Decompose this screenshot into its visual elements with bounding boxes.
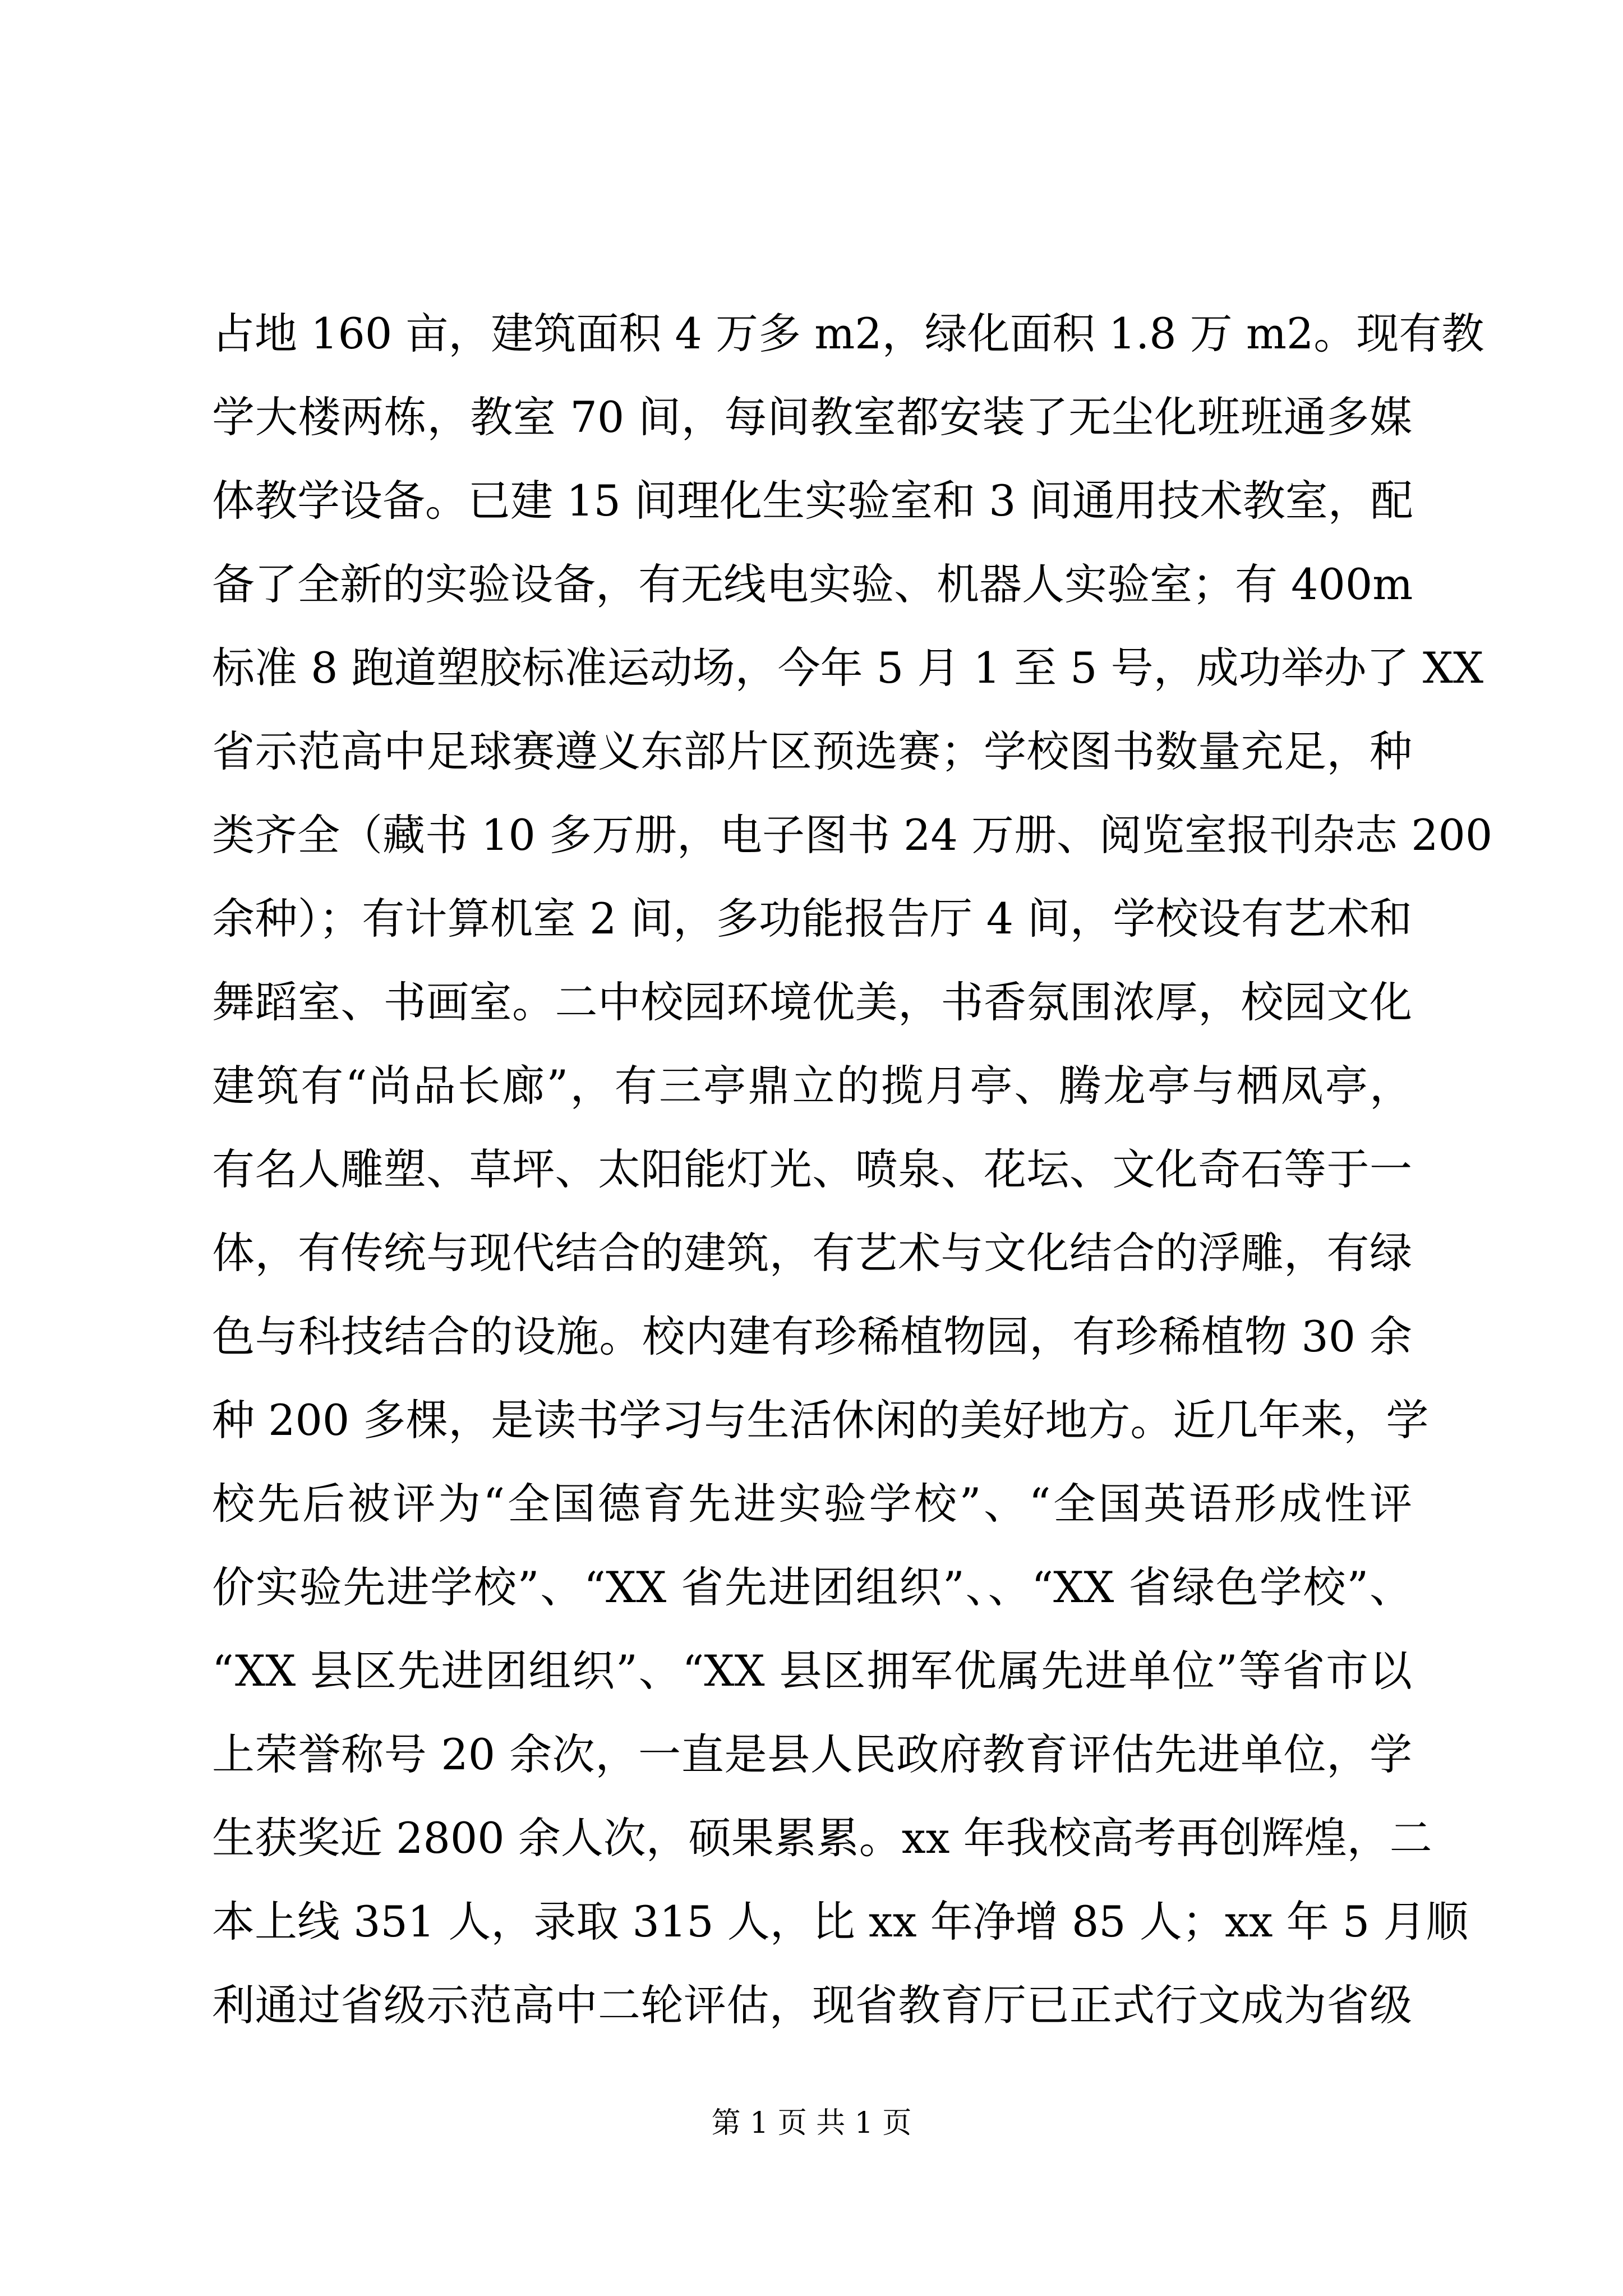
text-line: 有名人雕塑、草坪、太阳能灯光、喷泉、花坛、文化奇石等于一 <box>212 1144 1412 1194</box>
text-line: 生获奖近 2800 余人次，硕果累累。xx 年我校高考再创辉煌，二 <box>212 1813 1432 1863</box>
page-number-footer: 第 1 页 共 1 页 <box>711 2106 912 2140</box>
text-line: 体，有传统与现代结合的建筑，有艺术与文化结合的浮雕，有绿 <box>212 1228 1412 1278</box>
text-line: “XX 县区先进团组织”、“XX 县区拥军优属先进单位”等省市以 <box>212 1646 1412 1696</box>
text-line: 学大楼两栋，教室 70 间，每间教室都安装了无尘化班班通多媒 <box>212 392 1412 442</box>
text-line: 本上线 351 人，录取 315 人，比 xx 年净增 85 人；xx 年 5 月顺 <box>212 1897 1469 1947</box>
text-line: 省示范高中足球赛遵义东部片区预选赛；学校图书数量充足，种 <box>212 726 1412 776</box>
text-line: 种 200 多棵，是读书学习与生活休闲的美好地方。近几年来，学 <box>212 1395 1429 1445</box>
text-line: 备了全新的实验设备，有无线电实验、机器人实验室；有 400m <box>212 559 1413 609</box>
text-line: 利通过省级示范高中二轮评估，现省教育厅已正式行文成为省级 <box>212 1980 1412 2030</box>
text-line: 类齐全（藏书 10 多万册，电子图书 24 万册、阅览室报刊杂志 200 <box>212 810 1493 860</box>
text-line: 价实验先进学校”、“XX 省先进团组织”、、“XX 省绿色学校”、 <box>212 1562 1412 1612</box>
text-line: 体教学设备。已建 15 间理化生实验室和 3 间通用技术教室，配 <box>212 476 1413 526</box>
text-line: 标准 8 跑道塑胶标准运动场，今年 5 月 1 至 5 号，成功举办了 XX <box>212 643 1484 693</box>
text-line: 占地 160 亩，建筑面积 4 万多 m2，绿化面积 1.8 万 m2。现有教 <box>212 309 1484 358</box>
text-line: 校先后被评为“全国德育先进实验学校”、“全国英语形成性评 <box>212 1479 1412 1529</box>
text-line: 建筑有“尚品长廊”，有三亭鼎立的揽月亭、腾龙亭与栖凤亭， <box>212 1061 1412 1111</box>
text-line: 色与科技结合的设施。校内建有珍稀植物园，有珍稀植物 30 余 <box>212 1312 1412 1361</box>
text-line: 上荣誉称号 20 余次，一直是县人民政府教育评估先进单位，学 <box>212 1729 1412 1779</box>
body-text <box>212 292 1493 2047</box>
text-line: 余种）；有计算机室 2 间，多功能报告厅 4 间，学校设有艺术和 <box>212 894 1412 944</box>
text-line: 舞蹈室、书画室。二中校园环境优美，书香氛围浓厚，校园文化 <box>212 977 1412 1027</box>
